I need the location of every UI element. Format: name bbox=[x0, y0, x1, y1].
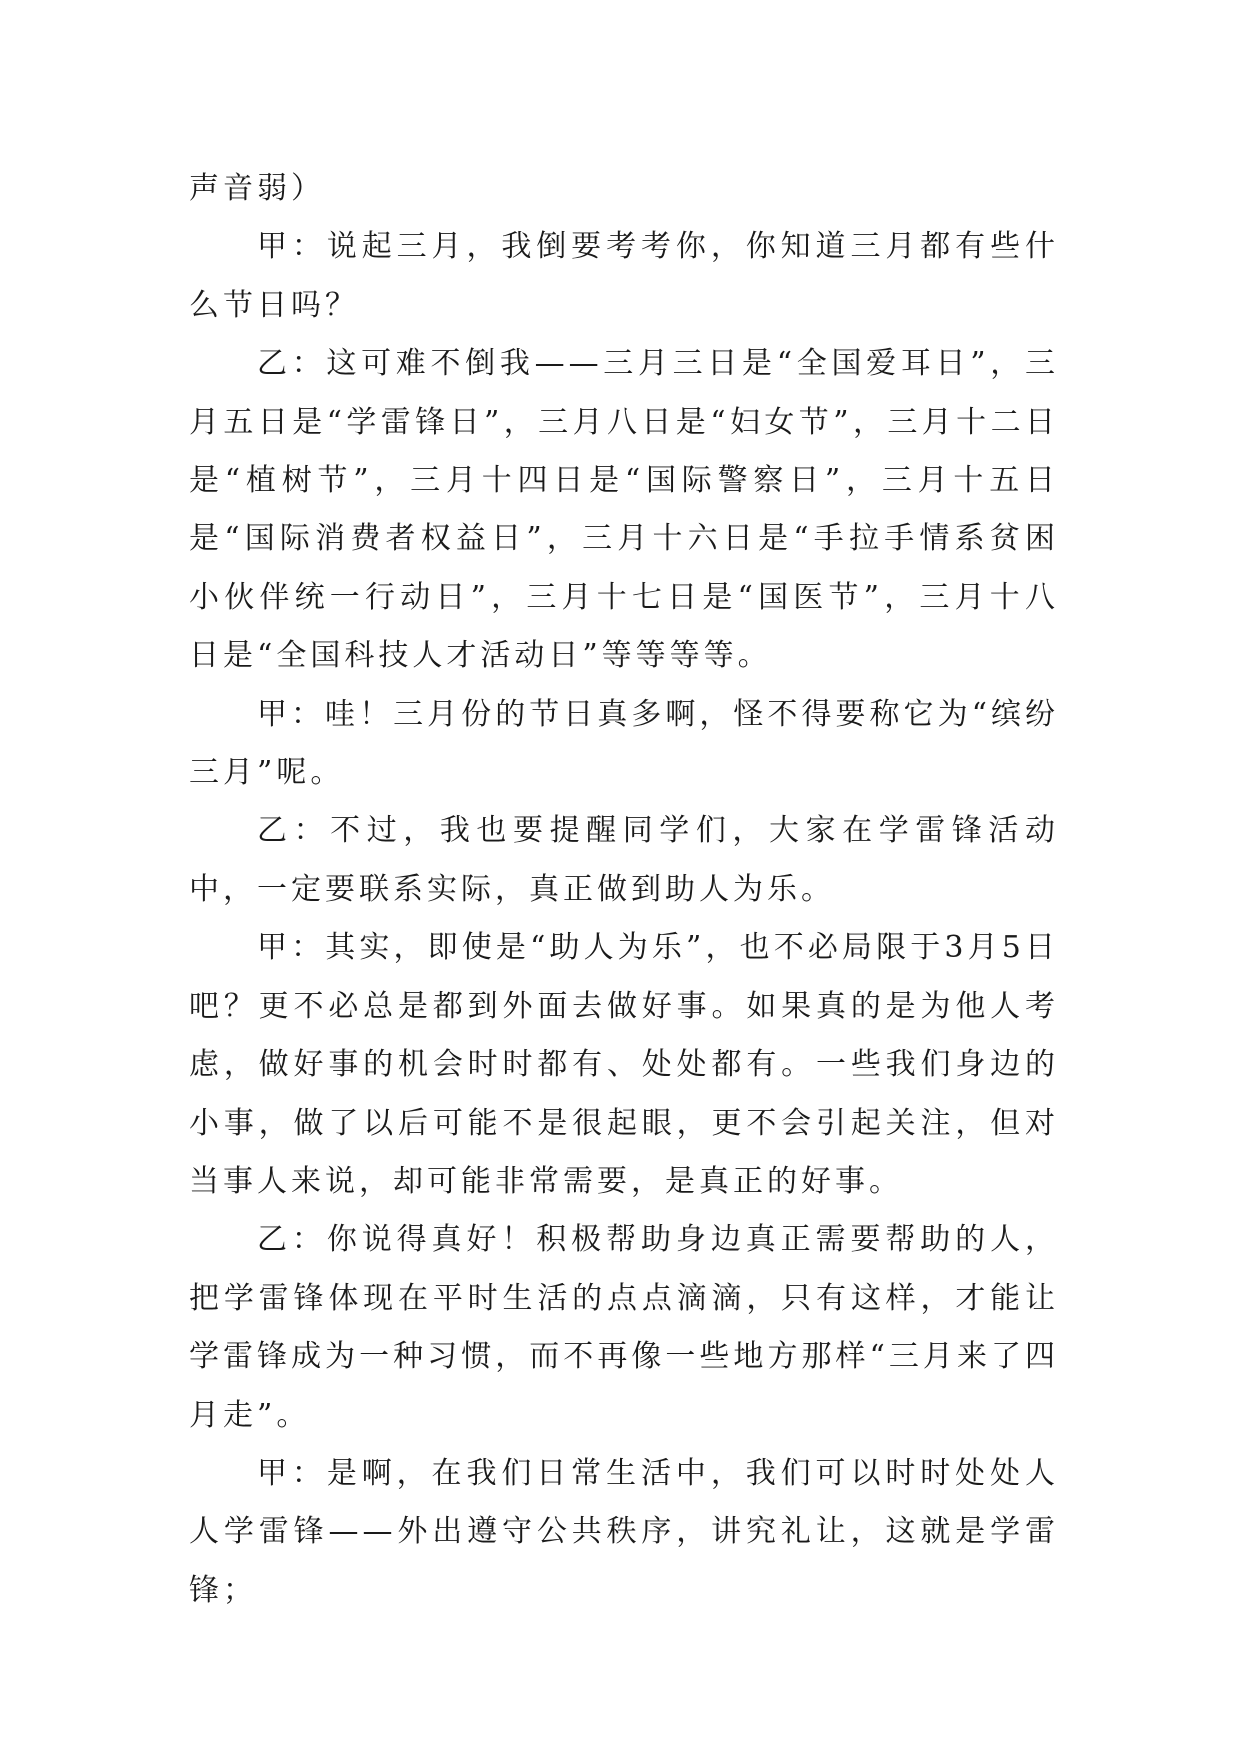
paragraph-yi-march-holidays: 乙：这可难不倒我——三月三日是“全国爱耳日”，三月五日是“学雷锋日”，三月八日是“妇女节”，三月十二日是“植树节”，三月十四日是“国际警察日”，三月十五日是“国际消费者权益日”，三月十六日是“手拉手情系贫困小伙伴统一行动日”，三月十七日是“国医节”，三月十八日是“全国科技人才活动日”等等等等。 bbox=[189, 346, 1059, 674]
paragraph-jia-daily-life: 甲：是啊，在我们日常生活中，我们可以时时处处人人学雷锋——外出遵守公共秩序，讲究礼让，这就是学雷锋； bbox=[189, 1455, 1059, 1608]
paragraph-jia-march-quiz: 甲：说起三月，我倒要考考你，你知道三月都有些什么节日吗？ bbox=[189, 229, 1059, 323]
paragraph-yi-reminder: 乙：不过，我也要提醒同学们，大家在学雷锋活动中，一定要联系实际，真正做到助人为乐。 bbox=[189, 813, 1059, 907]
paragraph-continuation: 声音弱） bbox=[189, 171, 325, 206]
paragraph-jia-colorful-march: 甲：哇！三月份的节日真多啊，怪不得要称它为“缤纷三月”呢。 bbox=[189, 696, 1059, 791]
paragraph-jia-helping-others: 甲：其实，即使是“助人为乐”，也不必局限于3月5日吧？更不必总是都到外面去做好事。如果真的是为他人考虑，做好事的机会时时都有、处处都有。一些我们身边的小事，做了以后可能不是很起眼，更不会引起关注，但对当事人来说，却可能非常需要，是真正的好事。 bbox=[189, 930, 1059, 1199]
paragraph-yi-habit: 乙：你说得真好！积极帮助身边真正需要帮助的人，把学雷锋体现在平时生活的点点滴滴，只有这样，才能让学雷锋成为一种习惯，而不再像一些地方那样“三月来了四月走”。 bbox=[189, 1222, 1059, 1433]
document-body bbox=[189, 160, 1059, 1620]
